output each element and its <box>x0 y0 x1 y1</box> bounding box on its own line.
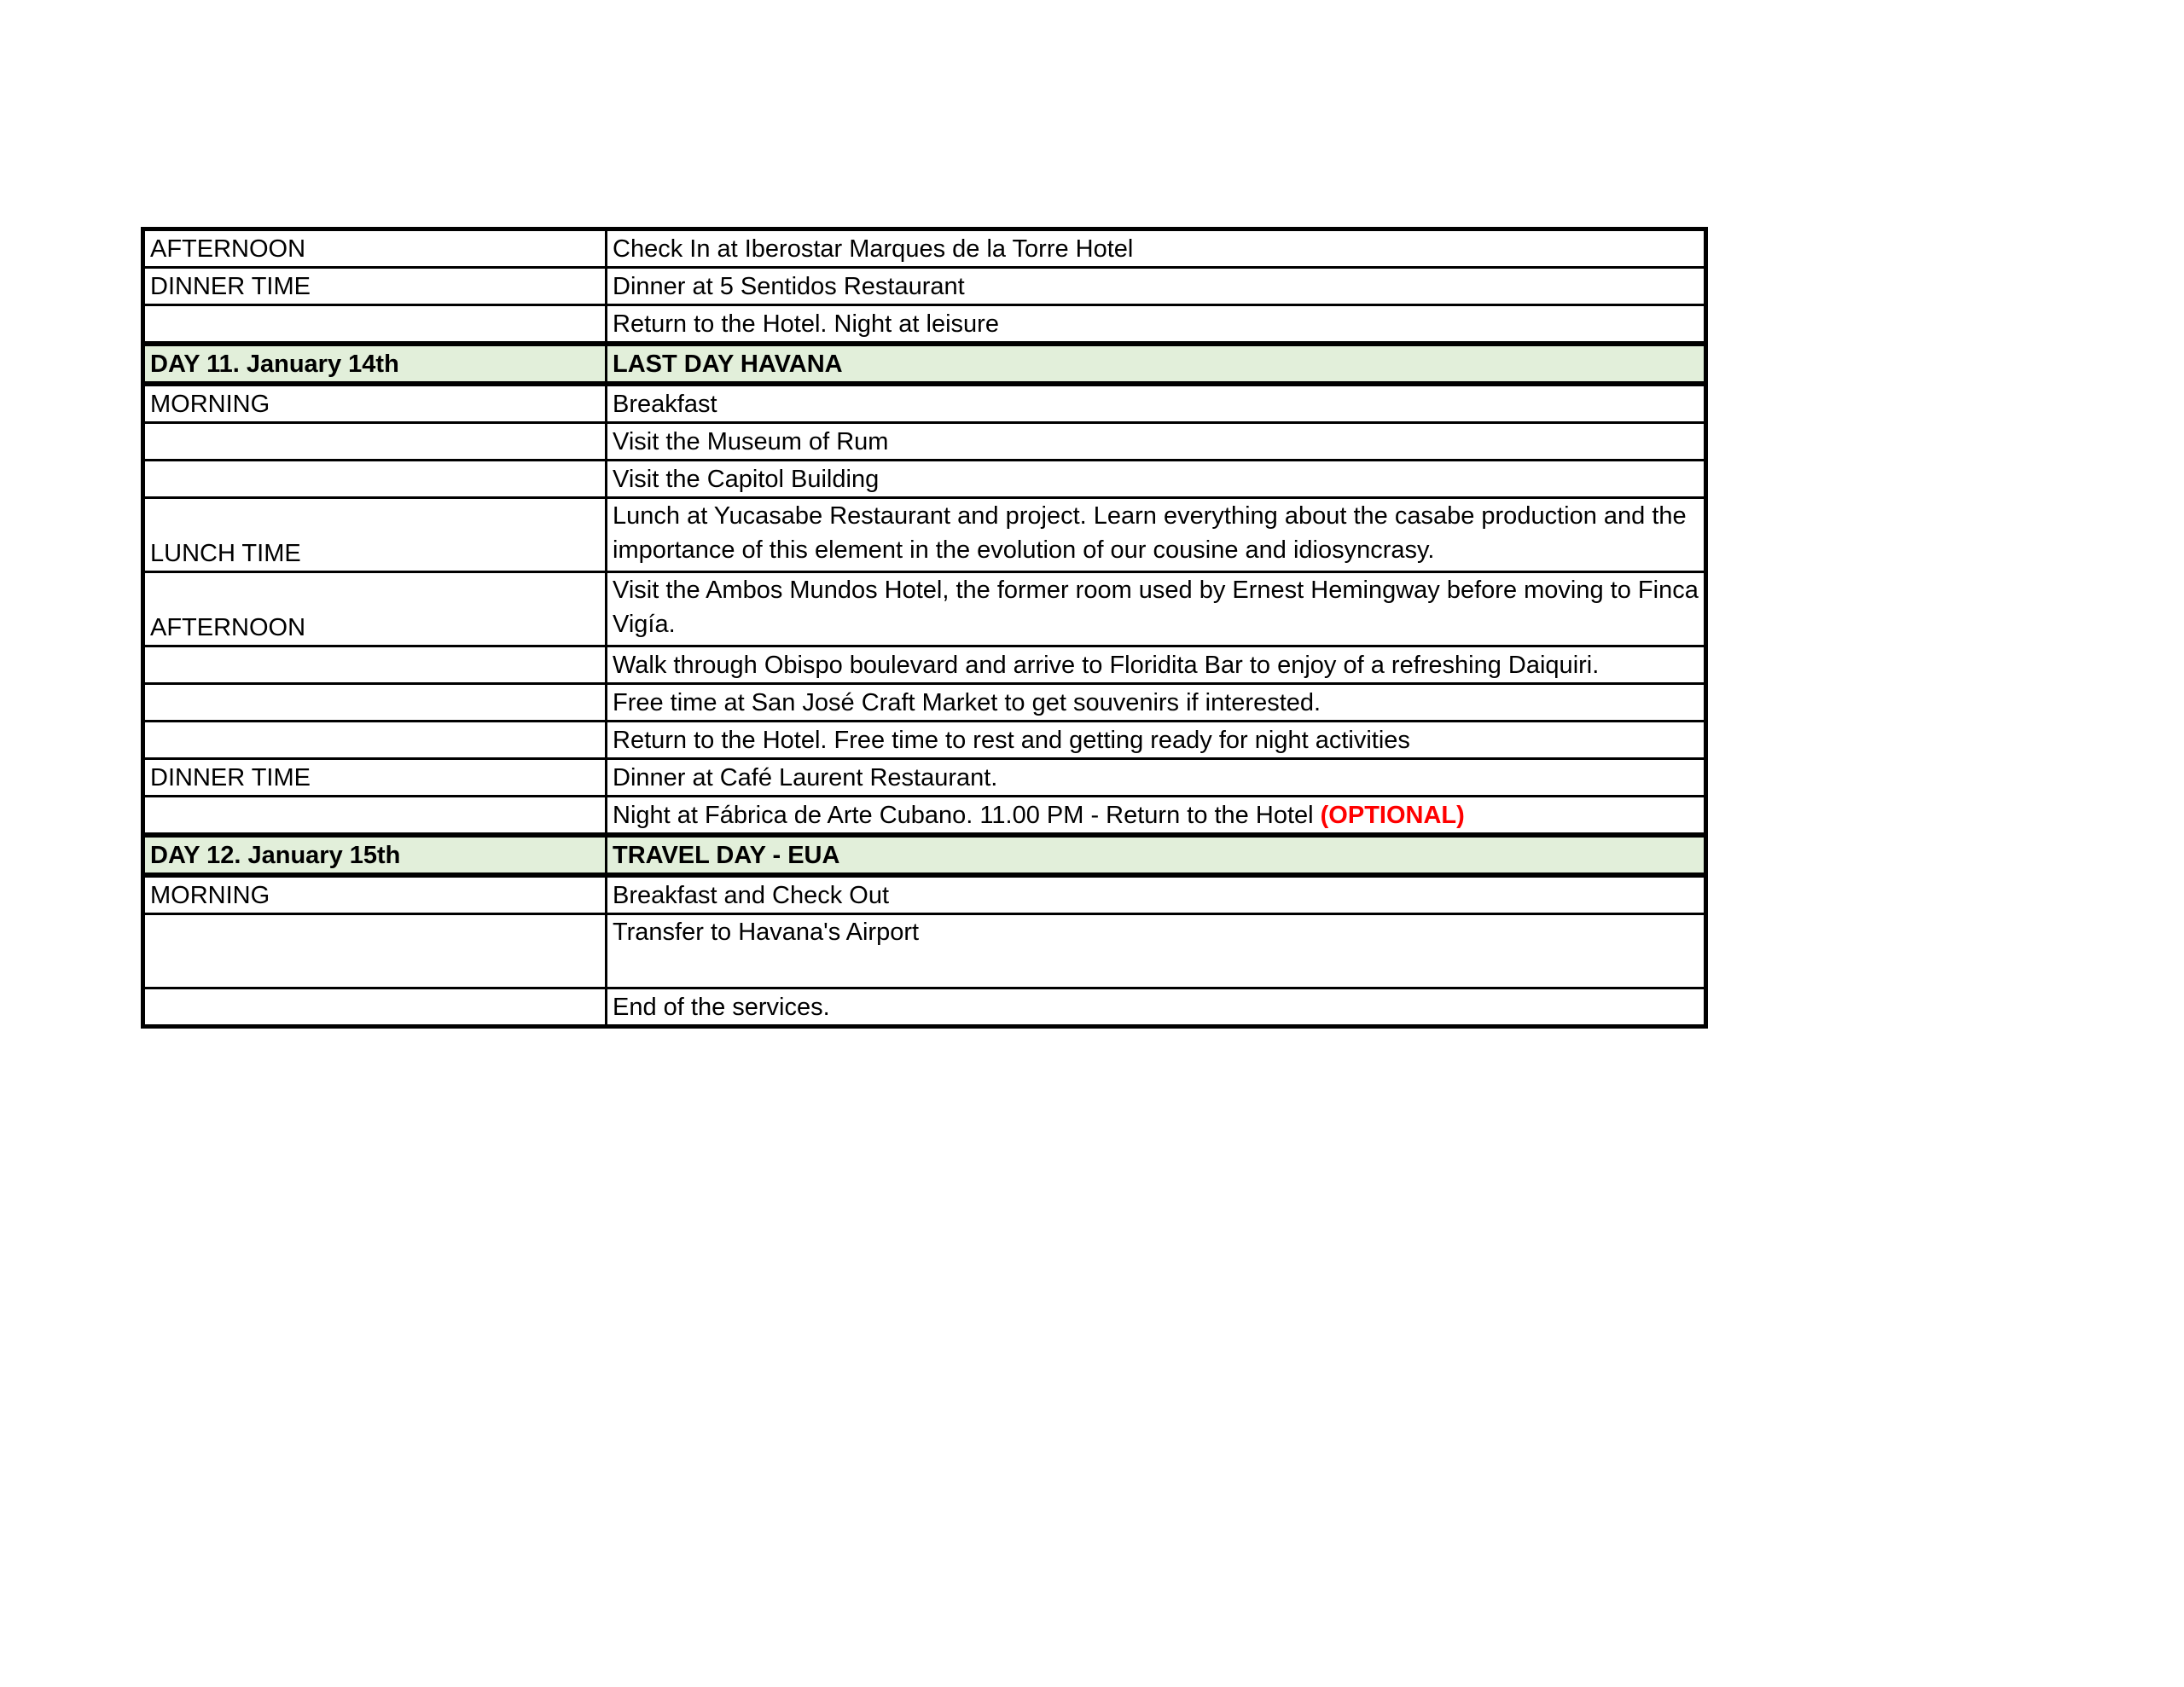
table-row <box>143 646 1706 684</box>
table-row <box>143 722 1706 759</box>
time-cell: AFTERNOON <box>143 572 607 646</box>
time-cell <box>143 423 607 461</box>
time-cell <box>143 797 607 836</box>
day-label: DAY 11. January 14th <box>143 344 607 384</box>
activity-cell: Visit the Museum of Rum <box>607 423 1706 461</box>
activity-cell: Dinner at 5 Sentidos Restaurant <box>607 268 1706 305</box>
table-row <box>143 684 1706 722</box>
table-row <box>143 914 1706 988</box>
table-row <box>143 384 1706 423</box>
day-header-row <box>143 344 1706 384</box>
day-header-row <box>143 835 1706 875</box>
table-row <box>143 268 1706 305</box>
day-title: TRAVEL DAY - EUA <box>607 835 1706 875</box>
time-cell <box>143 305 607 345</box>
activity-cell <box>607 797 1706 836</box>
table-row <box>143 875 1706 914</box>
activity-cell: Walk through Obispo boulevard and arrive to Floridita Bar to enjoy of a refreshing Daiquiri. <box>607 646 1706 684</box>
table-row <box>143 229 1706 268</box>
activity-cell: End of the services. <box>607 988 1706 1027</box>
table-row <box>143 572 1706 646</box>
activity-cell: Visit the Ambos Mundos Hotel, the former room used by Ernest Hemingway before moving to Finca Vigía. <box>607 572 1706 646</box>
day-title: LAST DAY HAVANA <box>607 344 1706 384</box>
table-row <box>143 498 1706 572</box>
time-cell <box>143 988 607 1027</box>
activity-cell: Breakfast <box>607 384 1706 423</box>
time-cell <box>143 914 607 988</box>
activity-text: Night at Fábrica de Arte Cubano. 11.00 PM - Return to the Hotel <box>613 802 1314 829</box>
activity-cell: Lunch at Yucasabe Restaurant and project. Learn everything about the casabe production and the importance of this element in the evolution of our cousine and idiosyncrasy. <box>607 498 1706 572</box>
table-row <box>143 759 1706 797</box>
activity-cell: Breakfast and Check Out <box>607 875 1706 914</box>
time-cell: AFTERNOON <box>143 229 607 268</box>
time-cell <box>143 684 607 722</box>
activity-cell: Check In at Iberostar Marques de la Torre Hotel <box>607 229 1706 268</box>
optional-note: (OPTIONAL) <box>1320 802 1465 829</box>
time-cell: MORNING <box>143 384 607 423</box>
activity-cell: Return to the Hotel. Free time to rest and getting ready for night activities <box>607 722 1706 759</box>
activity-cell: Dinner at Café Laurent Restaurant. <box>607 759 1706 797</box>
time-cell <box>143 722 607 759</box>
table-row <box>143 461 1706 498</box>
time-cell: DINNER TIME <box>143 268 607 305</box>
time-cell: MORNING <box>143 875 607 914</box>
time-cell: DINNER TIME <box>143 759 607 797</box>
day-label: DAY 12. January 15th <box>143 835 607 875</box>
activity-cell: Free time at San José Craft Market to get souvenirs if interested. <box>607 684 1706 722</box>
activity-cell: Transfer to Havana's Airport <box>607 914 1706 988</box>
table-row <box>143 988 1706 1027</box>
time-cell <box>143 646 607 684</box>
activity-cell: Visit the Capitol Building <box>607 461 1706 498</box>
itinerary-table <box>141 227 1708 1029</box>
table-row <box>143 305 1706 345</box>
time-cell: LUNCH TIME <box>143 498 607 572</box>
activity-cell: Return to the Hotel. Night at leisure <box>607 305 1706 345</box>
table-row <box>143 423 1706 461</box>
table-row <box>143 797 1706 836</box>
time-cell <box>143 461 607 498</box>
